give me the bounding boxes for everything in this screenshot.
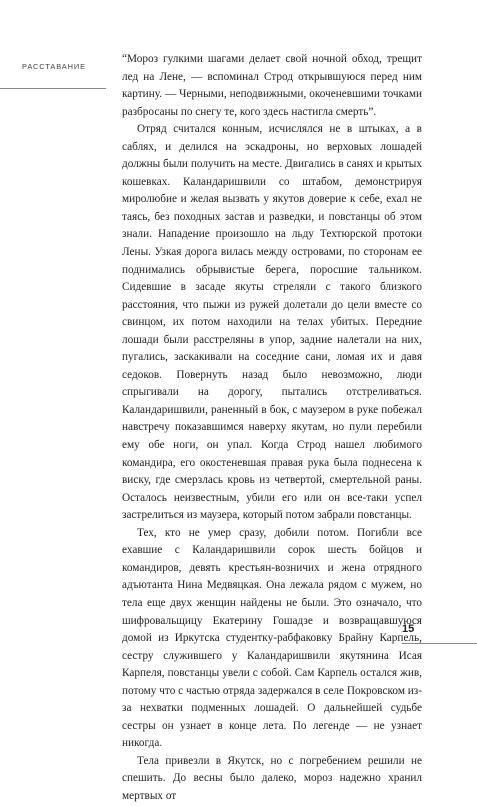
paragraph-quote: “Мороз гулкими шагами делает свой ночной обход, трещит лед на Лене, — вспоминал Строд открывшуюся перед ним картину. — Черными, неподвижными, окоченевшими точками разбросаны по снегу те, кого здесь настигла смерть”. [122, 53, 422, 118]
body-text [122, 51, 422, 806]
paragraph-burial: Тела привезли в Якутск, но с погребением решили не спешить. До весны было далеко, мороз надежно хранил мертвых от [122, 754, 422, 802]
page-number: 15 [402, 623, 415, 635]
paragraph-casualties: Тех, кто не умер сразу, добили потом. Погибли все ехавшие с Каландаришвили сорок шесть бойцов и командиров, девять крестьян-возничих и жена отрядного адъютанта Нина Медвяцкая. Она лежала рядом с мужем, но тела еще двух женщин найдены не были. Это означало, что шифровальщицу Екатерину Гошадзе и возвращавшуюся домой из Иркутска студентку-рабфаковку Брайну Карпель, сестру служившего у Каландаришвили якутянина Исая Карпеля, повстанцы увели с собой. Сам Карпель остался жив, потому что с частью отряда задержался в селе Покровском из-за нехватки подменных лошадей. О дальнейшей судьбе сестры он узнает в конце лета. По легенде — не узнает никогда. [122, 526, 422, 750]
page-number-rule [402, 643, 477, 644]
running-head: РАССТАВАНИЕ [22, 62, 86, 71]
running-head-rule [0, 88, 106, 89]
paragraph-ambush: Отряд считался конным, исчислялся не в штыках, а в саблях, и делился на эскадроны, но верховых лошадей должны были получить на месте. Двигались в санях и крытых кошевках. Каландаришвили со штабом, демонстрируя миролюбие и желая вызвать у якутов доверие к себе, ехал не таясь, без походных застав и разведки, и повстанцы об этом знали. Нападение произошло на льду Техтюрской протоки Лены. Узкая дорога вилась между островами, по сторонам ее поднимались обрывистые берега, поросшие тальником. Сидевшие в засаде якуты стреляли с такого близкого расстояния, что пыжи из ружей долетали до цели вместе со свинцом, их потом находили на телах убитых. Передние лошади были расстреляны в упор, задние налетали на них, пугались, заскакивали на соседние сани, ломая их и давя седоков. Повернуть назад было невозможно, люди спрыгивали на дорогу, пытались отстреливаться. Каландаришвили, раненный в бок, с маузером в руке побежал навстречу показавшимся наверху якутам, но пули перебили ему обе ноги, он упал. Когда Строд нашел любимого командира, его окостеневшая правая рука была поднесена к виску, где смерзлась кровь из четвертой, смертельной раны. Осталось неизвестным, убили его или он все-таки успел застрелиться из маузера, который потом забрали повстанцы. [122, 123, 422, 522]
